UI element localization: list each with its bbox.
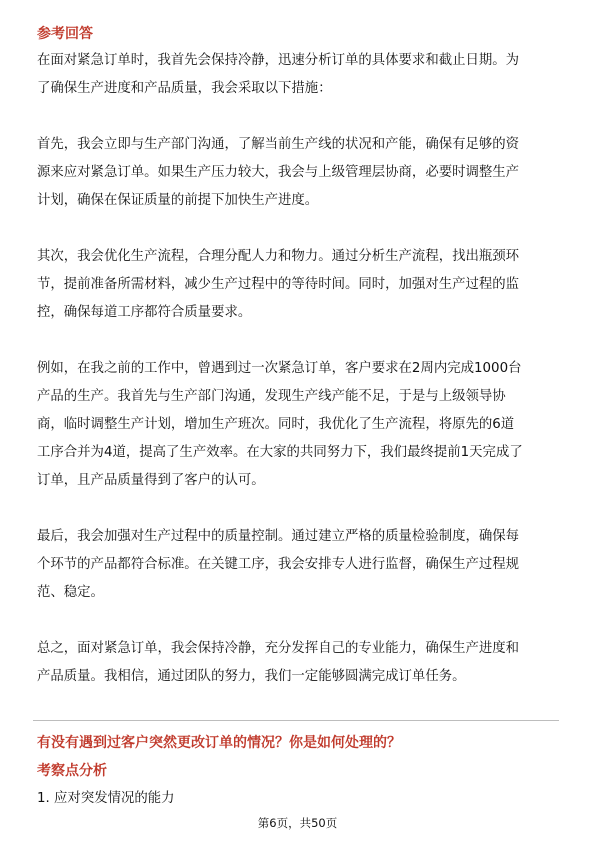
paragraph-line: 个环节的产品都符合标准。在关键工序，我会安排专人进行监督，确保生产过程规 bbox=[37, 557, 520, 572]
paragraph-line: 源来应对紧急订单。如果生产压力较大，我会与上级管理层协商，必要时调整生产 bbox=[37, 165, 520, 180]
paragraph-line: 节，提前准备所需材料，减少生产过程中的等待时间。同时，加强对生产过程的监 bbox=[37, 277, 520, 292]
next-question-heading: 有没有遇到过客户突然更改订单的情况？你是如何处理的？ bbox=[37, 735, 401, 751]
paragraph-line: 产品的生产。我首先与生产部门沟通，发现生产线产能不足，于是与上级领导协 bbox=[37, 389, 506, 404]
answer-paragraph-5 bbox=[37, 523, 567, 607]
paragraph-line: 商，临时调整生产计划，增加生产班次。同时，我优化了生产流程，将原先的6道 bbox=[37, 417, 515, 432]
analysis-heading: 考察点分析 bbox=[37, 763, 107, 779]
paragraph-line: 在面对紧急订单时，我首先会保持冷静，迅速分析订单的具体要求和截止日期。为 bbox=[37, 53, 520, 68]
paragraph-line: 首先，我会立即与生产部门沟通，了解当前生产线的状况和产能，确保有足够的资 bbox=[37, 137, 520, 152]
paragraph-line: 了确保生产进度和产品质量，我会采取以下措施： bbox=[37, 81, 332, 96]
answer-heading: 参考回答 bbox=[37, 26, 93, 42]
paragraph-line: 总之，面对紧急订单，我会保持冷静，充分发挥自己的专业能力，确保生产进度和 bbox=[37, 641, 520, 656]
answer-paragraph-6 bbox=[37, 635, 567, 691]
paragraph-line: 最后，我会加强对生产过程中的质量控制。通过建立严格的质量检验制度，确保每 bbox=[37, 529, 520, 544]
paragraph-line: 范、稳定。 bbox=[37, 585, 104, 600]
paragraph-line: 订单，且产品质量得到了客户的认可。 bbox=[37, 473, 265, 488]
paragraph-line: 产品质量。我相信，通过团队的努力，我们一定能够圆满完成订单任务。 bbox=[37, 669, 466, 684]
analysis-list-item: 1. 应对突发情况的能力 bbox=[37, 791, 175, 806]
answer-paragraph-3 bbox=[37, 243, 567, 327]
answer-paragraph-2 bbox=[37, 131, 567, 215]
paragraph-line: 例如，在我之前的工作中，曾遇到过一次紧急订单，客户要求在2周内完成1000台 bbox=[37, 361, 522, 376]
answer-paragraph-4 bbox=[37, 355, 567, 495]
paragraph-line: 其次，我会优化生产流程，合理分配人力和物力。通过分析生产流程，找出瓶颈环 bbox=[37, 249, 520, 264]
paragraph-line: 控，确保每道工序都符合质量要求。 bbox=[37, 305, 252, 320]
section-divider bbox=[33, 720, 559, 721]
paragraph-line: 工序合并为4道，提高了生产效率。在大家的共同努力下，我们最终提前1天完成了 bbox=[37, 445, 523, 460]
page-footer: 第6页，共50页 bbox=[257, 816, 338, 830]
answer-paragraph-1 bbox=[37, 47, 567, 103]
paragraph-line: 计划，确保在保证质量的前提下加快生产进度。 bbox=[37, 193, 319, 208]
